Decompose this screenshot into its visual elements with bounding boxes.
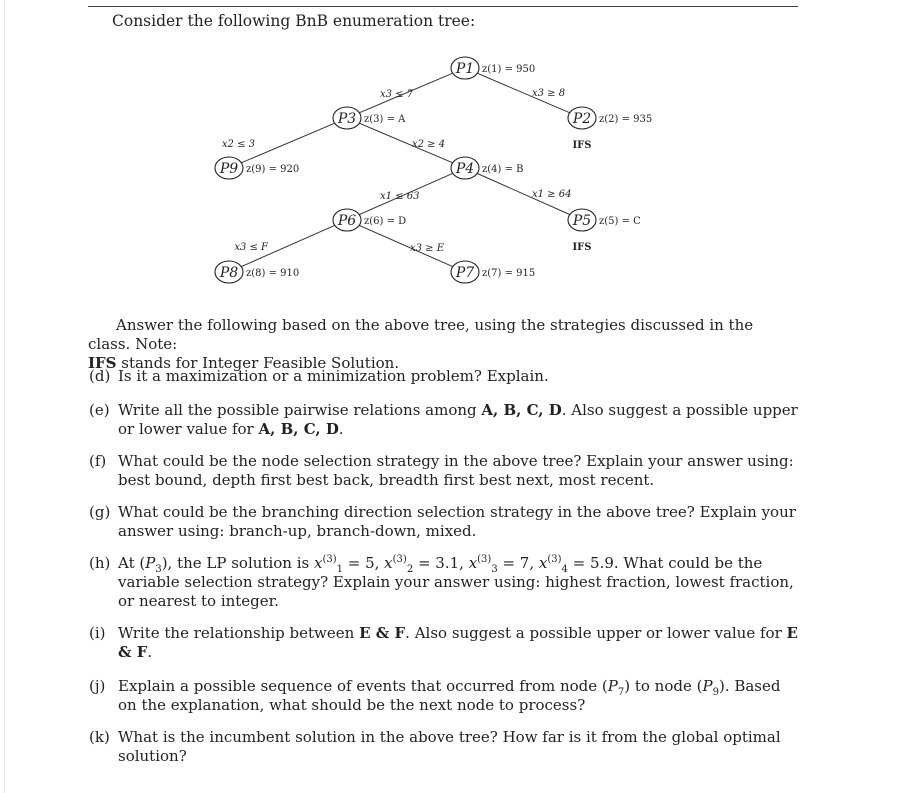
- tree-node-p6: [333, 209, 406, 231]
- node-label: P7: [455, 265, 475, 281]
- question-label: (d): [89, 367, 111, 385]
- question-k: [88, 728, 800, 766]
- question-g: [88, 503, 800, 541]
- tree-node-p4: [451, 157, 524, 179]
- tree-node-p8: [215, 261, 299, 283]
- tree-node-p2: [568, 107, 652, 151]
- question-text: What could be the branching direction selection strategy in the above tree? Explain your answer using: branch-up, branch-down, mixed.: [118, 503, 796, 540]
- question-label: (j): [89, 677, 106, 695]
- question-label: (e): [89, 401, 110, 419]
- branch-label-p6-p8: x3 ≤ F: [234, 242, 268, 253]
- question-f: [88, 452, 800, 490]
- question-label: (f): [89, 452, 107, 470]
- branch-label-p3-p9: x2 ≤ 3: [221, 139, 255, 150]
- node-z-value: z(2) = 935: [599, 114, 653, 125]
- tree-node-p5: [568, 209, 641, 253]
- node-label: P1: [455, 61, 475, 77]
- intro-line1: Answer the following based on the above tree, using the strategies discussed in the class. Note:: [88, 316, 754, 353]
- node-z-value: z(4) = B: [482, 164, 524, 175]
- question-list: [88, 367, 800, 779]
- node-label: P8: [219, 265, 239, 281]
- question-label: (k): [89, 728, 110, 746]
- branch-label-p4-p5: x1 ≥ 64: [532, 189, 572, 200]
- question-text: What is the incumbent solution in the above tree? How far is it from the global optimal solution?: [118, 728, 781, 765]
- question-d: [88, 367, 800, 386]
- node-z-value: z(9) = 920: [246, 164, 300, 175]
- question-label: (h): [89, 554, 111, 572]
- question-h: (h) At $(P_3)$, the LP solution is $x^{(3)}_1 = 5$, $x^{(3)}_2 = 3.1$, $x^{(3)}_3 = 7$, $x^{(3)}_4 = 5.9$. What could be the variable selection strategy? Explain your answer using: highest fraction, lowest fraction, or nearest to integer.: [89, 554, 794, 610]
- question-j: (j) Explain a possible sequence of events that occurred from node $(P_7)$ to node $(P_9)$. Based on the explanation, what should be the next node to process?: [89, 677, 781, 714]
- intro-ifs: IFS: [88, 354, 117, 372]
- node-label: P9: [219, 161, 239, 177]
- page-heading: Consider the following BnB enumeration tree:: [112, 12, 476, 30]
- branch-label-p1-p3: x3 ≤ 7: [380, 89, 414, 100]
- branch-label-p4-p6: x1 ≤ 63: [380, 191, 420, 202]
- tree-node-p3: [333, 107, 406, 129]
- question-e: (e) Write all the possible pairwise relations among A, B, C, D. Also suggest a possible upper or lower value for A, B, C, D.: [89, 401, 798, 438]
- node-label: P6: [337, 213, 357, 229]
- ifs-tag: IFS: [572, 242, 592, 253]
- tree-node-p9: [215, 157, 299, 179]
- node-z-value: z(5) = C: [599, 216, 641, 227]
- node-label: P3: [337, 111, 357, 127]
- branch-label-p6-p7: x3 ≥ E: [410, 243, 445, 254]
- intro-line2: stands for Integer Feasible Solution.: [116, 354, 400, 372]
- node-z-value: z(6) = D: [364, 216, 407, 227]
- node-label: P2: [572, 111, 592, 127]
- tree-node-p7: [451, 261, 535, 283]
- ifs-tag: IFS: [572, 140, 592, 151]
- branch-label-p1-p2: x3 ≥ 8: [532, 88, 566, 99]
- node-z-value: z(7) = 915: [482, 268, 536, 279]
- node-z-value: z(8) = 910: [246, 268, 300, 279]
- node-label: P4: [455, 161, 475, 177]
- question-i: (i) Write the relationship between E & F. Also suggest a possible upper or lower value for E & F.: [89, 624, 798, 661]
- question-label: (g): [89, 503, 111, 521]
- bnb-tree: [0, 0, 910, 300]
- question-text: What could be the node selection strategy in the above tree? Explain your answer using: best bound, depth first best back, breadth first best next, most recent.: [118, 452, 794, 489]
- intro-paragraph: [88, 316, 800, 373]
- node-z-value: z(3) = A: [364, 114, 406, 125]
- branch-label-p3-p4: x2 ≥ 4: [412, 139, 446, 150]
- node-label: P5: [572, 213, 592, 229]
- node-z-value: z(1) = 950: [482, 64, 536, 75]
- tree-node-p1: [451, 57, 535, 79]
- question-text: Is it a maximization or a minimization problem? Explain.: [118, 367, 549, 385]
- question-label: (i): [89, 624, 106, 642]
